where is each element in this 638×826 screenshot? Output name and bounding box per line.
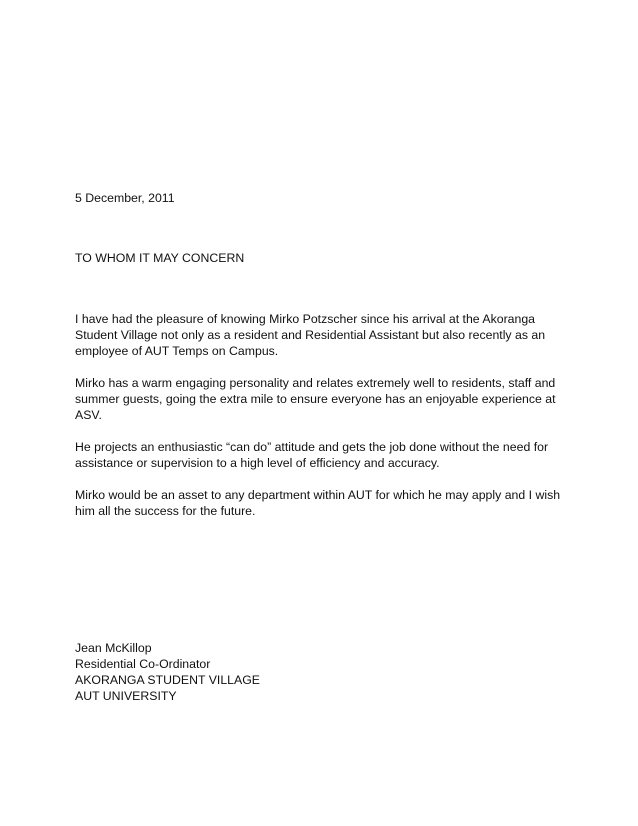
- paragraph-recommendation: Mirko would be an asset to any department within AUT for which he may apply and I wish him all the success for the future.: [75, 488, 561, 518]
- paragraph-attitude: He projects an enthusiastic “can do” attitude and gets the job done without the need for assistance or supervision to a high level of efficiency and accuracy.: [75, 440, 549, 470]
- signature-institution: AUT UNIVERSITY: [75, 689, 177, 703]
- letter-body: [75, 190, 565, 704]
- paragraph-personality: Mirko has a warm engaging personality and relates extremely well to residents, staff and summer guests, going the extra mile to ensure everyone has an enjoyable experience at ASV.: [75, 376, 556, 422]
- signature-organization: AKORANGA STUDENT VILLAGE: [75, 673, 260, 687]
- letter-date: 5 December, 2011: [75, 191, 175, 205]
- signature-name: Jean McKillop: [75, 641, 152, 655]
- letter-salutation: TO WHOM IT MAY CONCERN: [75, 251, 245, 265]
- signature-block: [75, 640, 565, 704]
- paragraph-introduction: I have had the pleasure of knowing Mirko Potzscher since his arrival at the Akoranga Student Village not only as a resident and Residential Assistant but also recently as an employee of AUT Temps on Campus.: [75, 312, 546, 358]
- signature-title: Residential Co-Ordinator: [75, 657, 211, 671]
